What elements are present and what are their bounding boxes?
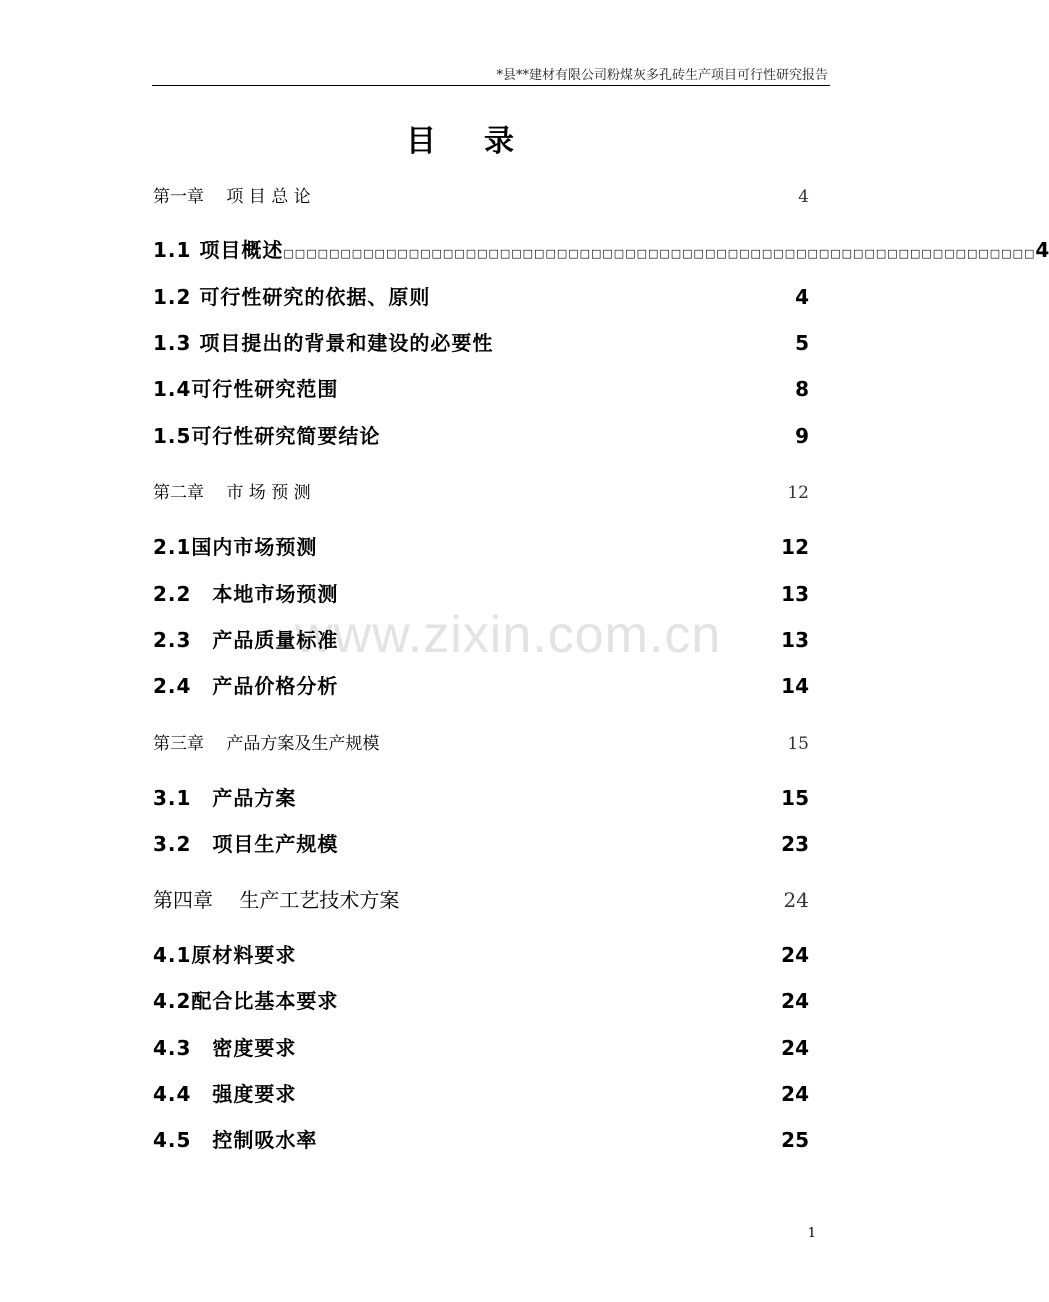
toc-entry-2-2[interactable] bbox=[153, 578, 809, 607]
toc-label: 2.2 本地市场预测 bbox=[153, 582, 339, 606]
toc-label: 第二章 市 场 预 测 bbox=[153, 483, 311, 503]
toc-page: 8 bbox=[795, 377, 809, 401]
toc-label: 第三章 产品方案及生产规模 bbox=[153, 734, 380, 754]
toc-page: 14 bbox=[781, 674, 809, 698]
toc-page: 12 bbox=[787, 483, 809, 503]
toc-entry-1-2[interactable] bbox=[153, 281, 809, 310]
toc-label: 4.1原材料要求 bbox=[153, 943, 297, 967]
toc-label: 4.3 密度要求 bbox=[153, 1036, 297, 1060]
toc-entry-1-1[interactable] bbox=[153, 234, 1049, 263]
toc-label: 1.1 项目概述 bbox=[153, 238, 284, 262]
toc-page: 4 bbox=[795, 285, 809, 309]
toc-label: 4.4 强度要求 bbox=[153, 1082, 297, 1106]
toc-chapter-1[interactable] bbox=[153, 182, 809, 207]
toc-entry-1-3[interactable] bbox=[153, 327, 809, 356]
running-header: *县**建材有限公司粉煤灰多孔砖生产项目可行性研究报告 bbox=[496, 68, 828, 83]
toc-label: 1.4可行性研究范围 bbox=[153, 377, 339, 401]
toc-entry-2-3[interactable] bbox=[153, 624, 809, 653]
toc-page: 5 bbox=[795, 331, 809, 355]
toc-page: 23 bbox=[781, 832, 809, 856]
toc-label: 第四章 生产工艺技术方案 bbox=[153, 888, 400, 912]
toc-entry-4-4[interactable] bbox=[153, 1078, 809, 1107]
toc-label: 3.2 项目生产规模 bbox=[153, 832, 339, 856]
toc-chapter-4[interactable] bbox=[153, 884, 809, 913]
toc-label: 4.5 控制吸水率 bbox=[153, 1128, 318, 1152]
toc-label: 1.5可行性研究简要结论 bbox=[153, 424, 381, 448]
toc-page: 24 bbox=[783, 888, 809, 912]
watermark: www.zixin.com.cn bbox=[295, 606, 722, 664]
toc-title: 目录 bbox=[406, 124, 562, 159]
toc-page: 15 bbox=[781, 786, 809, 810]
toc-entry-4-5[interactable] bbox=[153, 1124, 809, 1153]
toc-entry-4-1[interactable] bbox=[153, 939, 809, 968]
toc-page: 25 bbox=[781, 1128, 809, 1152]
toc-entry-1-4[interactable] bbox=[153, 373, 809, 402]
table-of-contents bbox=[153, 0, 1049, 1302]
toc-page: 12 bbox=[781, 535, 809, 559]
toc-entry-3-1[interactable] bbox=[153, 782, 809, 811]
toc-page: 24 bbox=[781, 1082, 809, 1106]
toc-chapter-3[interactable] bbox=[153, 729, 809, 754]
toc-page: 13 bbox=[781, 582, 809, 606]
toc-label: 3.1 产品方案 bbox=[153, 786, 297, 810]
toc-page: 24 bbox=[781, 943, 809, 967]
toc-page: 13 bbox=[781, 628, 809, 652]
toc-label: 4.2配合比基本要求 bbox=[153, 989, 339, 1013]
toc-label: 第一章 项 目 总 论 bbox=[153, 187, 311, 207]
toc-page: 4 bbox=[798, 187, 809, 207]
toc-label: 2.3 产品质量标准 bbox=[153, 628, 339, 652]
toc-page: 15 bbox=[787, 734, 809, 754]
toc-label: 2.1国内市场预测 bbox=[153, 535, 318, 559]
toc-entry-4-3[interactable] bbox=[153, 1032, 809, 1061]
toc-label: 2.4 产品价格分析 bbox=[153, 674, 339, 698]
toc-entry-1-5[interactable] bbox=[153, 420, 809, 449]
toc-label: 1.3 项目提出的背景和建设的必要性 bbox=[153, 331, 494, 355]
toc-entry-4-2[interactable] bbox=[153, 985, 809, 1014]
toc-chapter-2[interactable] bbox=[153, 478, 809, 503]
toc-page: 24 bbox=[781, 1036, 809, 1060]
toc-entry-2-4[interactable] bbox=[153, 670, 809, 699]
toc-leader: □□□□□□□□□□□□□□□□□□□□□□□□□□□□□□□□□□□□□□□□□□□□□□□□□□□□□□□□□□□□□□□□□□ bbox=[283, 247, 1036, 260]
toc-page: 24 bbox=[781, 989, 809, 1013]
toc-entry-2-1[interactable] bbox=[153, 531, 809, 560]
page-number: 1 bbox=[807, 1226, 816, 1241]
toc-page: 9 bbox=[795, 424, 809, 448]
toc-entry-3-2[interactable] bbox=[153, 828, 809, 857]
toc-label: 1.2 可行性研究的依据、原则 bbox=[153, 285, 431, 309]
toc-page: 4 bbox=[1035, 238, 1049, 262]
